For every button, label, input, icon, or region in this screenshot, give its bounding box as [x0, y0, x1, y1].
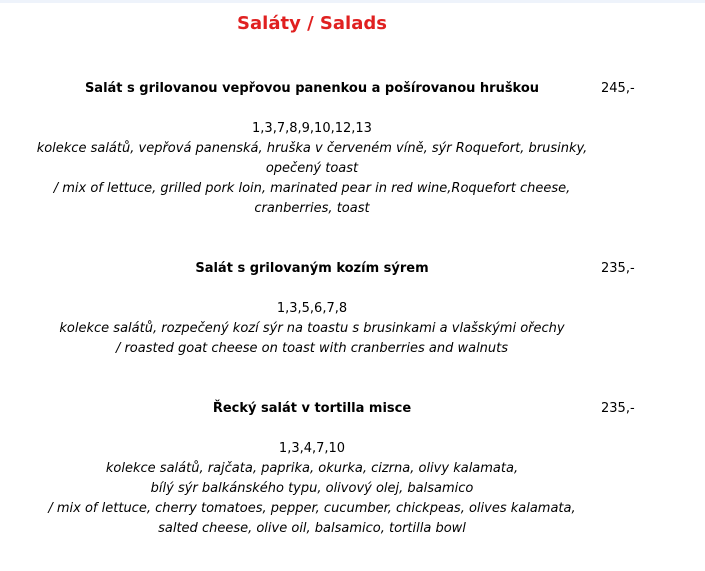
description-line: / mix of lettuce, cherry tomatoes, pepper, cucumber, chickpeas, olives kalamata, [48, 501, 576, 516]
description-line: / roasted goat cheese on toast with cranberries and walnuts [115, 341, 509, 356]
item-description [0, 299, 624, 359]
allergen-codes: 1,3,5,6,7,8 [276, 301, 348, 316]
description-line: kolekce salátů, rozpečený kozí sýr na toastu s brusinkami a vlašskými ořechy [59, 321, 565, 336]
description-line: / mix of lettuce, grilled pork loin, marinated pear in red wine,Roquefort cheese, [53, 181, 571, 196]
description-line: kolekce salátů, rajčata, paprika, okurka, cizrna, olivy kalamata, [105, 461, 519, 476]
description-line: bílý sýr balkánského typu, olivový olej, balsamico [150, 481, 474, 496]
description-line: opečený toast [265, 161, 359, 176]
item-name: Salát s grilovanou vepřovou panenkou a pošírovanou hruškou [84, 81, 540, 96]
description-line: cranberries, toast [254, 201, 370, 216]
item-price: 235,- [601, 401, 635, 416]
item-description [0, 119, 624, 219]
item-description [0, 439, 624, 539]
top-border [0, 0, 705, 3]
item-name: Řecký salát v tortilla misce [212, 401, 412, 416]
allergen-codes: 1,3,4,7,10 [278, 441, 346, 456]
allergen-codes: 1,3,7,8,9,10,12,13 [252, 121, 372, 136]
item-name: Salát s grilovaným kozím sýrem [195, 261, 429, 276]
item-price: 235,- [601, 261, 635, 276]
page-title: Saláty / Salads [237, 13, 387, 34]
description-line: kolekce salátů, vepřová panenská, hruška v červeném víně, sýr Roquefort, brusinky, [36, 141, 588, 156]
description-line: salted cheese, olive oil, balsamico, tortilla bowl [158, 521, 466, 536]
item-price: 245,- [601, 81, 635, 96]
